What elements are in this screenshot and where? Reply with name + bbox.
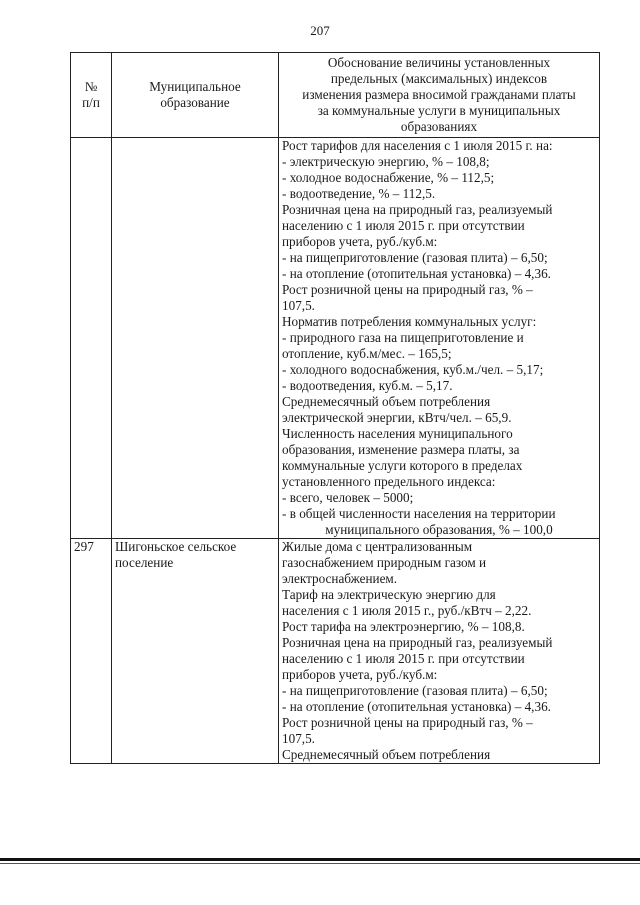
justification-line: населению с 1 июля 2015 г. при отсутствии — [282, 651, 525, 666]
justification-line: - водоотведения, куб.м. – 5,17. — [282, 378, 453, 393]
justification-line: коммунальные услуги которого в пределах — [282, 458, 523, 473]
justification-line: Норматив потребления коммунальных услуг: — [282, 314, 537, 329]
table-row — [71, 138, 600, 539]
justification-line: - на отопление (отопительная установка) – 4,36. — [282, 266, 551, 281]
justification-line: - всего, человек – 5000; — [282, 490, 414, 505]
justification-line: Рост розничной цены на природный газ, % – — [282, 282, 533, 297]
table-row — [71, 539, 600, 764]
justification-line: Жилые дома с централизованным — [282, 539, 473, 554]
indices-table — [70, 52, 600, 764]
justification-line: населения с 1 июля 2015 г., руб./кВтч – 2,22. — [282, 603, 532, 618]
header-municipality — [112, 53, 279, 138]
justification-line: отопление, куб.м/мес. – 165,5; — [282, 346, 452, 361]
justification-line: - холодное водоснабжение, % – 112,5; — [282, 170, 495, 185]
row-justification-cell — [279, 539, 600, 764]
table-header-row — [71, 53, 600, 138]
header-justification-line: предельных (максимальных) индексов — [330, 71, 548, 86]
row-municipality-cell — [112, 539, 279, 764]
justification-line: установленного предельного индекса: — [282, 474, 496, 489]
justification-line: электроснабжением. — [282, 571, 398, 586]
justification-line: - на пищеприготовление (газовая плита) – 6,50; — [282, 683, 548, 698]
header-justification-line: изменения размера вносимой гражданами платы — [302, 87, 576, 102]
row-num-cell — [71, 138, 112, 539]
justification-line: Рост тарифов для населения с 1 июля 2015 г. на: — [282, 138, 553, 153]
header-justification-line: образованиях — [400, 119, 478, 134]
header-justification — [279, 53, 600, 138]
justification-line: - водоотведение, % – 112,5. — [282, 186, 436, 201]
header-num-line: № — [84, 79, 98, 94]
row-justification-cell — [279, 138, 600, 539]
justification-line: 107,5. — [282, 298, 315, 313]
justification-line: Розничная цена на природный газ, реализуемый — [282, 635, 553, 650]
row-num-cell: 297 — [71, 539, 112, 764]
municipality-line: Шигоньское сельское — [115, 539, 237, 554]
row-municipality-cell — [112, 138, 279, 539]
justification-line: Среднемесячный объем потребления — [282, 747, 491, 762]
page-bottom-rule-thin — [0, 863, 640, 864]
justification-line: - на отопление (отопительная установка) – 4,36. — [282, 699, 551, 714]
justification-line: Розничная цена на природный газ, реализуемый — [282, 202, 553, 217]
header-municipality-line: образование — [160, 95, 230, 110]
justification-line: электрической энергии, кВтч/чел. – 65,9. — [282, 410, 512, 425]
justification-line: Среднемесячный объем потребления — [282, 394, 491, 409]
justification-line: - электрическую энергию, % – 108,8; — [282, 154, 490, 169]
justification-line: приборов учета, руб./куб.м: — [282, 667, 438, 682]
justification-line: муниципального образования, % – 100,0 — [325, 522, 553, 537]
justification-line: - в общей численности населения на территории — [282, 506, 556, 521]
justification-line: - холодного водоснабжения, куб.м./чел. – 5,17; — [282, 362, 544, 377]
municipality-line: поселение — [115, 555, 174, 570]
header-num-line: п/п — [82, 95, 100, 110]
page-bottom-rule — [0, 858, 640, 861]
justification-line: Тариф на электрическую энергию для — [282, 587, 496, 602]
justification-line: образования, изменение размера платы, за — [282, 442, 520, 457]
justification-line: 107,5. — [282, 731, 315, 746]
header-num — [71, 53, 112, 138]
justification-line: - природного газа на пищеприготовление и — [282, 330, 524, 345]
page-number: 207 — [310, 23, 330, 38]
justification-line: Рост розничной цены на природный газ, % – — [282, 715, 533, 730]
header-justification-line: за коммунальные услуги в муниципальных — [317, 103, 561, 118]
justification-line: приборов учета, руб./куб.м: — [282, 234, 438, 249]
justification-line: Численность населения муниципального — [282, 426, 513, 441]
header-municipality-line: Муниципальное — [149, 79, 241, 94]
justification-line: населению с 1 июля 2015 г. при отсутствии — [282, 218, 525, 233]
justification-line: газоснабжением природным газом и — [282, 555, 487, 570]
justification-line: Рост тарифа на электроэнергию, % – 108,8. — [282, 619, 525, 634]
justification-line: - на пищеприготовление (газовая плита) – 6,50; — [282, 250, 548, 265]
header-justification-line: Обоснование величины установленных — [327, 55, 551, 70]
